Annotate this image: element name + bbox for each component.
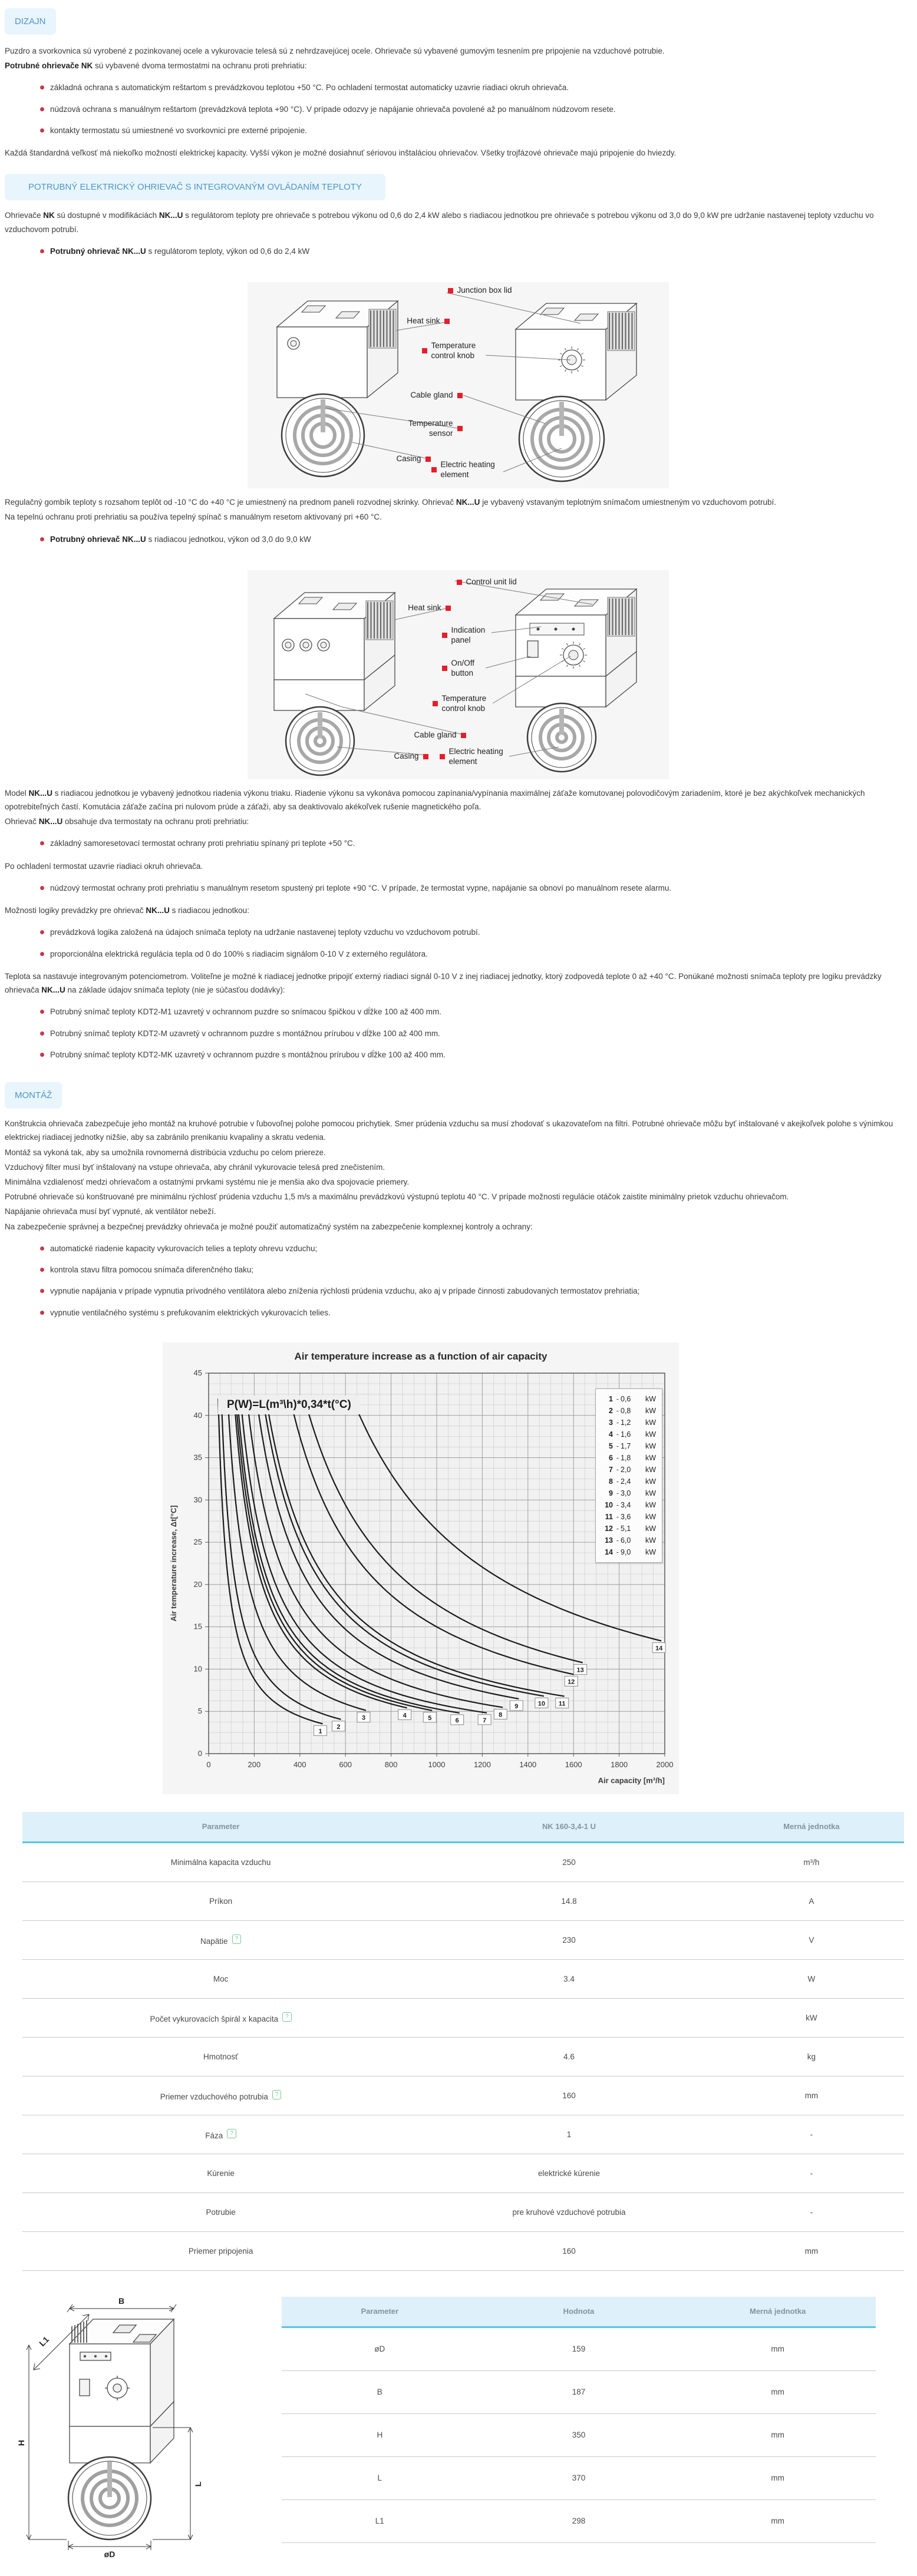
x-tick-label: 1600 [565, 1760, 582, 1769]
list-item [40, 246, 911, 257]
legend-entry: 5 - 1,7 kW [609, 1441, 656, 1450]
unit-cell: mm [679, 2370, 876, 2413]
table-row [282, 2456, 876, 2499]
mounting-bullet-list [5, 1243, 911, 1319]
design-thermo-rest: sú vybavené dvoma termostatmi na ochranu proti prehriatiu: [93, 61, 307, 71]
param-cell: L [282, 2456, 478, 2499]
integrated-intro [5, 209, 911, 236]
y-tick-label: 45 [193, 1368, 202, 1377]
value-cell: elektrické kúrenie [419, 2154, 719, 2193]
table-row [282, 2370, 876, 2413]
nk-u-bold: NK...U [41, 986, 65, 995]
diagram-label [399, 419, 463, 439]
marker-icon [433, 701, 438, 706]
list-item: vypnutie ventilačného systému s prefukovaním elektrických vykurovacích telies. [40, 1307, 911, 1319]
param-label: Kúrenie [207, 2168, 235, 2178]
table-header-row [22, 1812, 904, 1843]
chart-formula: P(W)=L(m³\h)*0,34*t(°C) [218, 1396, 360, 1414]
table-row [22, 2154, 904, 2193]
curve-number-label: 14 [655, 1645, 663, 1652]
param-cell [22, 2193, 419, 2231]
table-row [22, 2115, 904, 2154]
nk-u-bold: NK...U [146, 906, 170, 915]
legend-entry: 8 - 2,4 kW [609, 1477, 656, 1486]
marker-icon [461, 733, 466, 738]
value-cell: 250 [419, 1842, 719, 1881]
diagram-label [457, 577, 517, 587]
param-cell [22, 1920, 419, 1959]
param-cell [22, 1842, 419, 1881]
table-row [282, 2499, 876, 2542]
marker-icon [422, 348, 427, 353]
curve-number-label: 13 [576, 1666, 584, 1674]
param-cell [22, 2231, 419, 2270]
x-tick-label: 200 [248, 1760, 261, 1769]
x-tick-label: 400 [293, 1760, 306, 1769]
x-tick-label: 1200 [473, 1760, 491, 1769]
list-item: proporcionálna elektrická regulácia tepla od 0 do 100% s riadiacim signálom 0-10 V z externého regulátora. [40, 948, 911, 960]
dim-label-h: H [17, 2439, 26, 2446]
x-tick-label: 1000 [428, 1760, 446, 1769]
param-cell [22, 2037, 419, 2076]
nk-u-bold: NK...U [159, 211, 183, 220]
marker-icon [423, 754, 428, 759]
nk-bold: NK [43, 211, 55, 220]
x-tick-label: 1800 [611, 1760, 628, 1769]
y-tick-label: 0 [197, 1748, 202, 1758]
table-row [22, 1998, 904, 2037]
value-cell: 370 [478, 2456, 680, 2499]
text-segment: obsahuje dva termostaty na ochranu proti prehriatiu: [62, 817, 249, 826]
unit-cell: mm [679, 2413, 876, 2456]
list-item: kontrola stavu filtra pomocou snímača diferenčného tlaku; [40, 1264, 911, 1276]
list-item: základná ochrana s automatickým reštartom s prevádzkovou teplotou +50 °C. Po ochladení termostat automaticky uzavrie riadiaci okruh ohrievača. [40, 82, 911, 94]
logic-list [5, 927, 911, 960]
x-tick-label: 600 [339, 1760, 352, 1769]
column-header: Hodnota [478, 2297, 680, 2327]
unit-cell: mm [719, 2231, 904, 2270]
heater-drawing [248, 282, 669, 488]
diagram-label [431, 460, 502, 480]
unit-cell: - [719, 2115, 904, 2154]
list-item: kontakty termostatu sú umiestnené vo svorkovnici pre externé pripojenie. [40, 125, 911, 137]
thermal-switch-paragraph: Na tepelnú ochranu proti prehriatiu sa používa tepelný spínač s manuálnym resetom aktivovaný pri +60 °C. [5, 512, 382, 522]
column-header: Merná jednotka [679, 2297, 876, 2327]
curve-number-label: 10 [537, 1700, 546, 1708]
list-item: automatické riadenie kapacity vykurovacích telies a teploty ohrevu vzduchu; [40, 1243, 911, 1255]
diagram-label [422, 341, 488, 361]
diagram-label [407, 316, 449, 326]
legend-entry: 4 - 1,6 kW [609, 1430, 656, 1439]
marker-icon [431, 467, 437, 472]
unit-cell: m³/h [719, 1842, 904, 1881]
variant2-list [5, 534, 911, 545]
x-tick-label: 1400 [519, 1760, 537, 1769]
table-row [282, 2327, 876, 2370]
text-segment: Ohrievač [5, 817, 39, 826]
unit-cell: mm [679, 2499, 876, 2542]
param-cell: øD [282, 2327, 478, 2370]
text-segment: Možnosti logiky prevádzky pre ohrievač [5, 906, 146, 915]
nk-u-bold: NK...U [456, 498, 480, 507]
legend-entry: 11 - 3,6 kW [605, 1512, 656, 1521]
air-capacity-chart [163, 1342, 679, 1794]
diagram-label [442, 659, 487, 679]
design-bullet-list [5, 82, 911, 137]
thermostat-list-b [5, 882, 911, 894]
diagram-label [414, 730, 466, 740]
param-cell: H [282, 2413, 478, 2456]
heater-diagram-regulator [248, 282, 669, 488]
marker-icon [446, 606, 451, 611]
unit-cell: - [719, 2154, 904, 2193]
diagram-label [448, 286, 512, 296]
unit-cell: kg [719, 2037, 904, 2076]
unit-cell: - [719, 2193, 904, 2231]
section-badge-design: DIZAJN [5, 8, 56, 35]
table-row [282, 2413, 876, 2456]
design-intro [5, 44, 911, 58]
y-tick-label: 20 [193, 1579, 202, 1589]
design-thermo-bold: Potrubné ohrievače NK [5, 61, 93, 71]
logic-paragraph [5, 904, 911, 917]
sensor-list [5, 1006, 911, 1061]
y-tick-label: 30 [193, 1495, 202, 1504]
x-tick-label: 2000 [656, 1760, 674, 1769]
diagram-label-text: Heat sink [408, 603, 441, 612]
text-segment: Teplota sa nastavuje integrovaným potenciometrom. Voliteľne je možné k riadiacej jednotke pripojiť externý riadiaci signál 0-10 V z inej riadiacej jednotky, ktorý zodpovedá teplote 0 až +40 °C. Ponúkané možnosti snímača teploty pre logiku prevádzky ohrievača [5, 971, 882, 995]
list-item: Potrubný snímač teploty KDT2-MK uzavretý v ochrannom puzdre s montážnou prírubou v dĺžke 100 až 400 mm. [40, 1049, 911, 1061]
legend-entry: 6 - 1,8 kW [609, 1453, 656, 1462]
param-cell [22, 1959, 419, 1998]
column-header: NK 160-3,4-1 U [419, 1812, 719, 1843]
value-cell: 3.4 [419, 1959, 719, 1998]
marker-icon [448, 288, 453, 293]
list-item: Potrubný snímač teploty KDT2-M uzavretý v ochrannom puzdre s montážnou prírubou v dĺžke 100 až 400 mm. [40, 1028, 911, 1040]
mounting-paragraph: Montáž sa vykoná tak, aby sa umožnila rovnomerná distribúcia vzduchu po celom priereze. [5, 1148, 326, 1157]
column-header: Parameter [282, 2297, 478, 2327]
dimensions-table [282, 2297, 876, 2543]
value-cell: 350 [478, 2413, 680, 2456]
table-row [22, 2193, 904, 2231]
value-cell: 159 [478, 2327, 680, 2370]
y-tick-label: 40 [193, 1410, 202, 1420]
param-cell [22, 1881, 419, 1920]
mounting-paragraph: Na zabezpečenie správnej a bezpečnej prevádzky ohrievača je možné použiť automatizačný systém na zabezpečenie komplexnej kontroly a ochrany: [5, 1222, 533, 1231]
triac-paragraph [5, 786, 911, 814]
heater-diagram-control-unit [248, 570, 669, 779]
dimensions-drawing [14, 2291, 211, 2561]
marker-icon [442, 666, 447, 671]
unit-cell: mm [679, 2327, 876, 2370]
diagram-label-text: Casing [394, 751, 419, 760]
cooling-paragraph: Po ochladení termostat uzavrie riadiaci okruh ohrievača. [5, 861, 203, 871]
tooltip-question-icon[interactable]: ? [272, 2090, 282, 2099]
param-cell [22, 2115, 419, 2154]
param-label: Priemer pripojenia [188, 2246, 253, 2256]
variant1-bold: Potrubný ohrievač NK...U [50, 246, 146, 256]
param-cell: B [282, 2370, 478, 2413]
marker-icon [442, 633, 447, 638]
two-thermostats-paragraph [5, 815, 911, 828]
table-row [22, 2076, 904, 2115]
value-cell: 4.6 [419, 2037, 719, 2076]
unit-cell: A [719, 1881, 904, 1920]
table-row [22, 1920, 904, 1959]
diagram-label [408, 603, 450, 613]
legend-entry: 7 - 2,0 kW [609, 1465, 656, 1474]
curve-number-label: 3 [361, 1714, 366, 1722]
chart-legend [595, 1388, 662, 1563]
text-segment: s riadiacou jednotkou: [169, 906, 249, 915]
curve-number-label: 2 [337, 1723, 341, 1731]
param-label: Napätie [200, 1936, 228, 1946]
list-item: vypnutie napájania v prípade vypnutia prívodného ventilátora alebo zníženia rýchlosti prúdenia vzduchu, ako aj v prípade činnosti zabudovaných termostatov prehriatia; [40, 1285, 911, 1297]
text-segment: Regulačný gombík teploty s rozsahom teplôt od -10 °C do +40 °C je umiestnený na prednom paneli rozvodnej skrinky. Ohrievač [5, 498, 456, 507]
curve-number-label: 12 [568, 1678, 575, 1686]
y-tick-label: 35 [193, 1453, 202, 1462]
param-label: Fáza [205, 2131, 223, 2140]
mounting-paragraph: Vzduchový filter musí byť inštalovaný na vstupe ohrievača, aby chránil vykurovacie telesá pred znečistením. [5, 1162, 385, 1172]
y-tick-label: 25 [193, 1537, 202, 1546]
nk-u-bold: NK...U [38, 817, 63, 826]
legend-entry: 14 - 9,0 kW [605, 1547, 656, 1556]
diagram-label-text: Temperature sensor [408, 419, 453, 438]
x-axis-label: Air capacity [m³/h] [598, 1775, 665, 1785]
unit-cell: mm [719, 2076, 904, 2115]
value-cell: 230 [419, 1920, 719, 1959]
curve-number-label: 5 [428, 1714, 432, 1722]
variant1-rest: s regulátorom teploty, výkon od 0,6 do 2,4 kW [146, 246, 310, 256]
param-label: Hmotnosť [203, 2052, 239, 2061]
y-tick-label: 15 [193, 1622, 202, 1631]
curve-number-label: 4 [403, 1712, 407, 1719]
curve-number-label: 7 [483, 1717, 487, 1724]
param-label: Priemer vzduchového potrubia [160, 2092, 268, 2101]
legend-entry: 9 - 3,0 kW [609, 1489, 656, 1497]
unit-cell: mm [679, 2456, 876, 2499]
variant2-bold: Potrubný ohrievač NK...U [50, 534, 146, 544]
section-badge-mounting: MONTÁŽ [5, 1082, 62, 1109]
diagram-label [442, 626, 497, 646]
design-capacity: Každá štandardná veľkosť má niekoľko možností elektrickej kapacity. Vyšší výkon je možné dosiahnuť sériovou inštaláciou ohrievačov. Všetky trojfázové ohrievače majú pripojenie do hviezdy. [5, 148, 677, 158]
value-cell: 14.8 [419, 1881, 719, 1920]
table-header-row [282, 2297, 876, 2327]
text-segment: Model [5, 788, 29, 798]
parameters-table [22, 1812, 904, 2271]
diagram-label [394, 752, 428, 762]
diagram-label-text: Control unit lid [466, 577, 517, 586]
tooltip-question-icon[interactable]: ? [282, 2012, 292, 2022]
curve-number-label: 11 [558, 1700, 566, 1708]
curve-number-label: 8 [499, 1711, 503, 1719]
param-cell [22, 1998, 419, 2037]
list-item [40, 534, 911, 545]
marker-icon [425, 457, 431, 462]
tooltip-question-icon[interactable]: ? [227, 2129, 236, 2138]
marker-icon [444, 319, 450, 324]
diagram-label [410, 391, 462, 401]
potentiometer-paragraph [5, 970, 911, 997]
marker-icon [457, 426, 463, 431]
diagram-label-text: Electric heating element [440, 460, 495, 479]
diagram-label-text: Cable gland [414, 730, 457, 739]
diagram-label-text: Temperature control knob [431, 341, 476, 360]
diagram-label-text: Indication panel [451, 625, 486, 644]
value-cell: 187 [478, 2370, 680, 2413]
variant2-rest: s riadiacou jednotkou, výkon od 3,0 do 9,0 kW [146, 534, 311, 544]
table-row [22, 1959, 904, 1998]
param-label: Minimálna kapacita vzduchu [170, 1857, 271, 1867]
marker-icon [457, 580, 462, 585]
table-row [22, 1881, 904, 1920]
column-header: Merná jednotka [719, 1812, 904, 1843]
table-row [22, 1842, 904, 1881]
chart-title: Air temperature increase as a function of air capacity [294, 1350, 547, 1362]
text-segment: s regulátorom teploty pre ohrievače s potrebou výkonu od 0,6 do 2,4 kW alebo s riadiacou jednotkou pre ohrievače s potrebou výkonu od 3,0 do 9,0 kW pre udržanie nastavenej teploty vzduchu vo vzduchovom potrubí. [5, 211, 874, 234]
dim-label-d: øD [104, 2549, 116, 2559]
mounting-paragraph: Konštrukcia ohrievača zabezpečuje jeho montáž na kruhové potrubie v ľubovoľnej polohe pomocou prichytiek. Smer prúdenia vzduchu sa musí zhodovať s ukazovateľom na filtri. Potrubné ohrievače môžu byť inštalované v akejkoľvek polohe s výnimkou elektrickej riadiacej jednotky nižšie, aby sa zabránilo prenikaniu kvapaliny a skratu vedenia. [5, 1119, 893, 1142]
value-cell: 298 [478, 2499, 680, 2542]
curve-number-label: 1 [318, 1728, 322, 1735]
value-cell: 160 [419, 2231, 719, 2270]
legend-entry: 3 - 1,2 kW [609, 1418, 656, 1427]
diagram-label-text: On/Off button [451, 658, 475, 677]
value-cell: pre kruhové vzduchové potrubia [419, 2193, 719, 2231]
y-axis-label: Air temperature increase, Δt[°C] [169, 1505, 178, 1622]
dim-label-l1: L1 [37, 2334, 51, 2348]
dim-label-l: L [193, 2481, 203, 2487]
variant1-list [5, 246, 911, 257]
mounting-paragraph: Potrubné ohrievače sú konštruované pre minimálnu rýchlosť prúdenia vzduchu 1,5 m/s a maximálnu prevádzkovú výstupnú teplotu 40 °C. V prípade možnosti regulácie otáčok zaistite minimálny prietok vzduchu ohrievačom. [5, 1192, 789, 1202]
diagram-label-text: Junction box lid [457, 286, 512, 295]
mounting-paragraph: Minimálna vzdialenosť medzi ohrievačom a ostatnými prvkami systému nie je menšia ako dva spojovacie priemery. [5, 1177, 410, 1186]
table-row [22, 2231, 904, 2270]
unit-cell: kW [719, 1998, 904, 2037]
legend-entry: 10 - 3,4 kW [605, 1500, 656, 1509]
design-thermostats [5, 59, 911, 72]
curve-number-label: 9 [514, 1702, 519, 1710]
unit-cell: V [719, 1920, 904, 1959]
legend-entry: 1 - 0,6 kW [609, 1394, 656, 1403]
text-segment: na základe údajov snímača teploty (nie je súčasťou dodávky): [65, 986, 285, 995]
value-cell: 1 [419, 2115, 719, 2154]
dimensions-section [14, 2291, 893, 2561]
diagram-label-text: Electric heating element [448, 746, 503, 766]
diagram-label-text: Cable gland [410, 391, 453, 400]
unit-cell: W [719, 1959, 904, 1998]
diagram-label-text: Casing [396, 454, 421, 464]
diagram-label-text: Heat sink [407, 316, 440, 326]
mounting-paragraphs [5, 1117, 911, 1234]
nk-u-bold: NK...U [28, 788, 53, 798]
design-intro-text: Puzdro a svorkovnica sú vyrobené z pozinkovanej ocele a vykurovacie telesá sú z nehrdzavejúcej ocele. Ohrievače sú vybavené gumovým tesnením pre pripojenie na vzduchové potrubie. [5, 47, 665, 55]
thermostat-list-a [5, 838, 911, 849]
dim-label-b: B [118, 2296, 125, 2306]
x-tick-label: 800 [384, 1760, 398, 1769]
list-item: prevádzková logika založená na údajoch snímača teploty na udržanie nastavenej teploty vzduchu vo vzduchovom potrubí. [40, 927, 911, 938]
diagram-label [440, 747, 513, 767]
list-item: základný samoresetovací termostat ochrany proti prehriatiu spínaný pri teplote +50 °C. [40, 838, 911, 849]
tooltip-question-icon[interactable]: ? [232, 1935, 242, 1944]
param-label: Počet vykurovacích špirál x kapacita [150, 2014, 279, 2023]
legend-entry: 13 - 6,0 kW [605, 1536, 656, 1545]
table-row [22, 2037, 904, 2076]
legend-entry: 12 - 5,1 kW [605, 1524, 656, 1533]
list-item: núdzový termostat ochrany proti prehriatiu s manuálnym resetom spustený pri teplote +90 °C. V prípade, že termostat vypne, napájanie sa obnoví po manuálnom resete alarmu. [40, 882, 911, 894]
param-cell [22, 2076, 419, 2115]
list-item: Potrubný snímač teploty KDT2-M1 uzavretý v ochrannom puzdre so snímacou špičkou v dĺžke 100 až 400 mm. [40, 1006, 911, 1018]
marker-icon [457, 393, 463, 398]
y-tick-label: 5 [197, 1707, 202, 1716]
param-label: Príkon [209, 1896, 233, 1906]
param-cell: L1 [282, 2499, 478, 2542]
diagram-label [433, 694, 499, 714]
regulator-paragraph [5, 495, 911, 509]
y-tick-label: 10 [193, 1664, 202, 1674]
text-segment: s riadiacou jednotkou je vybavený jednotkou riadenia výkonu triaku. Riadenie výkonu sa vykonáva pomocou zapínania/vypínania maximálnej záťaže komutovanej polovodičovým zariadením, ktoré je bez akýchkoľvek mechanických opotrebiteľných častí. Komutácia záťaže začína pri nulovom prúde a záťaži, aby sa deaktivovalo akékoľvek rušenie magnetického poľa. [5, 788, 865, 811]
param-label: Potrubie [206, 2207, 236, 2217]
diagram-label-text: Temperature control knob [441, 693, 487, 713]
param-label: Moc [213, 1974, 229, 1983]
section-badge-integrated-control: POTRUBNÝ ELEKTRICKÝ OHRIEVAČ S INTEGROVANÝM OVLÁDANÍM TEPLOTY [5, 174, 385, 200]
diagram-label [396, 454, 430, 464]
mounting-paragraph: Napájanie ohrievača musí byť vypnuté, ak ventilátor nebeží. [5, 1207, 216, 1216]
chart-area [167, 1366, 674, 1790]
marker-icon [440, 754, 445, 759]
text-segment: Ohrievače [5, 211, 44, 220]
value-cell: 160 [419, 2076, 719, 2115]
curve-number-label: 6 [455, 1717, 459, 1724]
value-cell [419, 1998, 719, 2037]
column-header: Parameter [22, 1812, 419, 1843]
list-item: núdzová ochrana s manuálnym reštartom (prevádzková teplota +90 °C). V prípade odozvy je napájanie ohrievača povolené až po manuálnom núdzovom resete. [40, 104, 911, 115]
text-segment: je vybavený vstavaným teplotným snímačom umiestneným vo vzduchovom potrubí. [480, 498, 777, 507]
x-tick-label: 0 [206, 1760, 211, 1769]
legend-entry: 2 - 0,8 kW [609, 1406, 656, 1415]
text-segment: sú dostupné v modifikáciách [54, 211, 159, 220]
param-cell [22, 2154, 419, 2193]
